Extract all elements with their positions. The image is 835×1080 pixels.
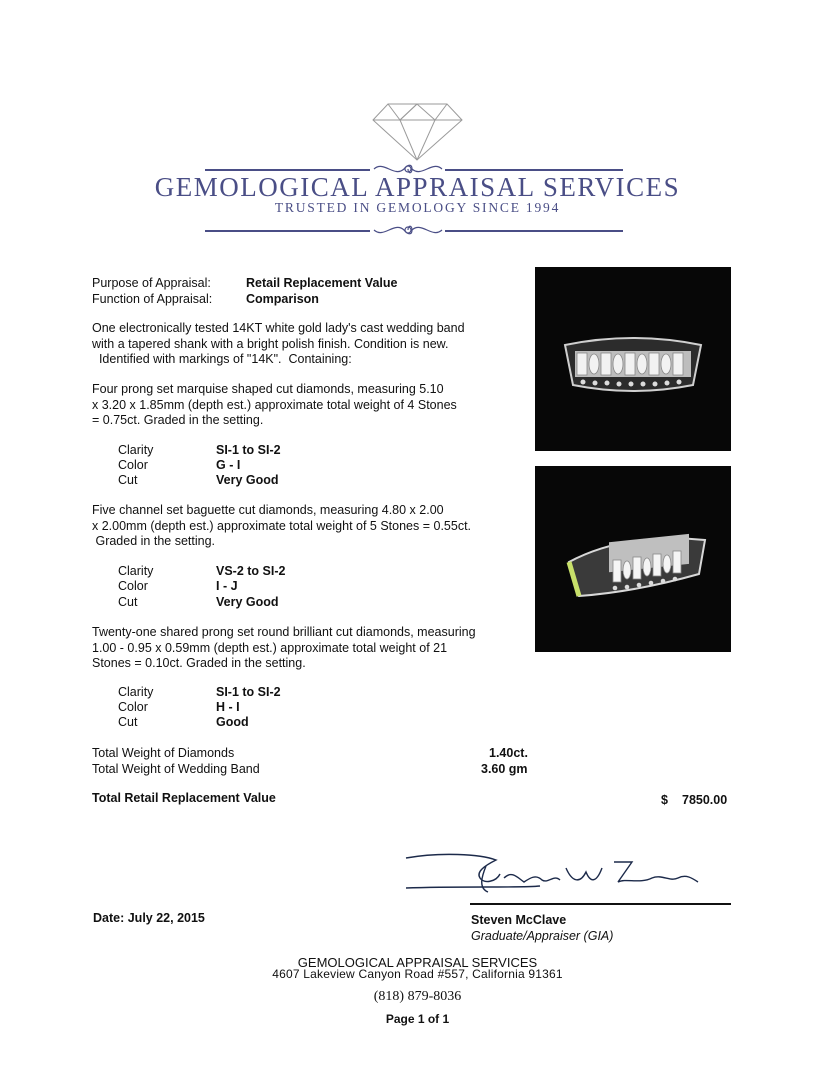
cut-value: Very Good bbox=[216, 595, 279, 609]
stone-text-line: Twenty-one shared prong set round brilliant cut diamonds, measuring bbox=[92, 625, 476, 639]
stone-text-line: = 0.75ct. Graded in the setting. bbox=[92, 413, 264, 427]
description-line: Identified with markings of "14K". Containing: bbox=[92, 352, 352, 366]
header-top-rule bbox=[205, 169, 370, 171]
total-diamonds-label: Total Weight of Diamonds bbox=[92, 746, 235, 760]
company-title: GEMOLOGICAL APPRAISAL SERVICES bbox=[154, 172, 681, 202]
item-description bbox=[92, 321, 517, 368]
footer-phone: (818) 879-8036 bbox=[373, 989, 462, 1004]
logo bbox=[360, 98, 475, 164]
clarity-value: SI-1 to SI-2 bbox=[216, 443, 281, 457]
diamond-icon bbox=[360, 98, 475, 164]
page-number: Page 1 of 1 bbox=[385, 1012, 450, 1026]
color-label: Color bbox=[118, 458, 148, 472]
clarity-value: SI-1 to SI-2 bbox=[216, 685, 281, 699]
retail-value-label: Total Retail Replacement Value bbox=[92, 791, 276, 805]
appraiser-name: Steven McClave bbox=[471, 913, 567, 927]
cut-label: Cut bbox=[118, 473, 138, 487]
clarity-label: Clarity bbox=[118, 443, 154, 457]
clarity-label: Clarity bbox=[118, 685, 154, 699]
description-line: with a tapered shank with a bright polish finish. Condition is new. bbox=[92, 336, 449, 351]
currency-symbol: $ bbox=[661, 793, 668, 807]
stone-description-marquise bbox=[92, 382, 517, 429]
clarity-label: Clarity bbox=[118, 564, 154, 578]
stone-text-line: Five channel set baguette cut diamonds, measuring 4.80 x 2.00 bbox=[92, 503, 444, 517]
header-top-rule-right bbox=[445, 169, 623, 171]
stone-text-line: x 2.00mm (depth est.) approximate total weight of 5 Stones = 0.55ct. bbox=[92, 518, 472, 533]
function-label: Function of Appraisal: bbox=[92, 292, 213, 306]
stone-description-baguette bbox=[92, 503, 517, 550]
color-label: Color bbox=[118, 700, 148, 714]
total-band-value: 3.60 gm bbox=[481, 762, 528, 776]
appraisal-date: Date: July 22, 2015 bbox=[93, 911, 205, 925]
flourish-bottom bbox=[372, 219, 444, 241]
company-tagline: TRUSTED IN GEMOLOGY SINCE 1994 bbox=[274, 200, 561, 215]
purpose-label: Purpose of Appraisal: bbox=[92, 276, 211, 290]
color-value: H - I bbox=[216, 700, 240, 714]
clarity-value: VS-2 to SI-2 bbox=[216, 564, 286, 578]
color-value: I - J bbox=[216, 579, 238, 593]
total-diamonds-value: 1.40ct. bbox=[489, 746, 528, 760]
footer-company: GEMOLOGICAL APPRAISAL SERVICES bbox=[297, 955, 538, 970]
stone-text-line: Four prong set marquise shaped cut diamonds, measuring 5.10 bbox=[92, 382, 444, 396]
cut-value: Very Good bbox=[216, 473, 279, 487]
color-label: Color bbox=[118, 579, 148, 593]
appraiser-signature bbox=[400, 848, 710, 900]
function-value: Comparison bbox=[246, 292, 319, 306]
description-line: One electronically tested 14KT white gold lady's cast wedding band bbox=[92, 321, 465, 335]
purpose-value: Retail Replacement Value bbox=[246, 276, 398, 290]
retail-value-amount: 7850.00 bbox=[682, 793, 728, 807]
stone-text-line: Graded in the setting. bbox=[92, 534, 215, 548]
cut-label: Cut bbox=[118, 595, 138, 609]
total-band-label: Total Weight of Wedding Band bbox=[92, 762, 260, 776]
cut-value: Good bbox=[216, 715, 249, 729]
cut-label: Cut bbox=[118, 715, 138, 729]
stone-text-line: Stones = 0.10ct. Graded in the setting. bbox=[92, 656, 306, 670]
header-bottom-rule bbox=[205, 230, 370, 232]
color-value: G - I bbox=[216, 458, 241, 472]
signature-line bbox=[470, 903, 731, 905]
footer-address: 4607 Lakeview Canyon Road #557, California 91361 bbox=[272, 967, 563, 981]
header-bottom-rule-right bbox=[445, 230, 623, 232]
stone-description-round bbox=[92, 625, 517, 672]
stone-text-line: 1.00 - 0.95 x 0.59mm (depth est.) approximate total weight of 21 bbox=[92, 640, 448, 655]
ring-photo-front bbox=[535, 267, 731, 451]
appraiser-title: Graduate/Appraiser (GIA) bbox=[471, 929, 614, 943]
ring-photo-side bbox=[535, 466, 731, 652]
stone-text-line: x 3.20 x 1.85mm (depth est.) approximate total weight of 4 Stones bbox=[92, 397, 457, 412]
